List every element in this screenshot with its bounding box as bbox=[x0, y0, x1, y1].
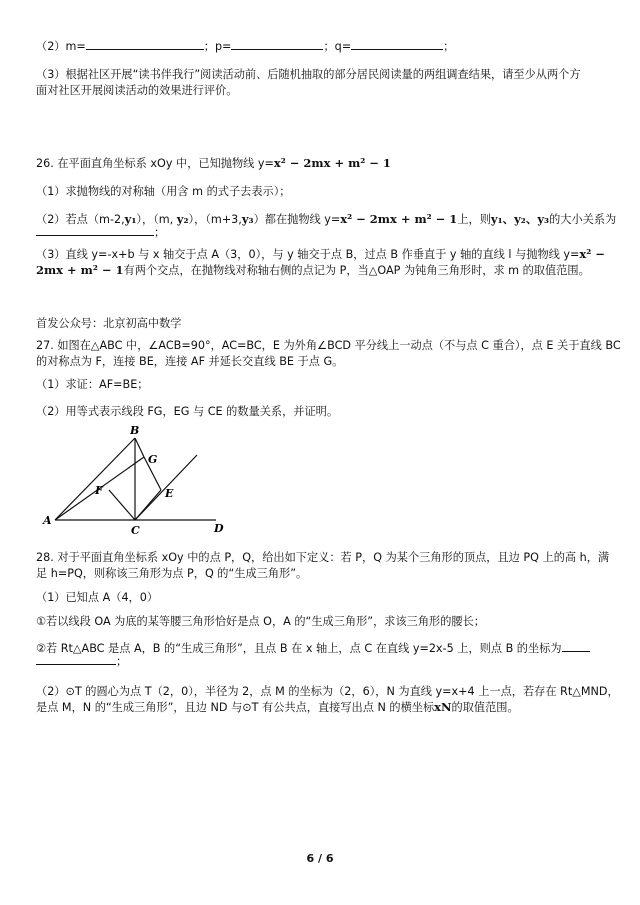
q26-part2-line2 bbox=[36, 224, 165, 240]
q28-stem-line1: 28. 对于平面直角坐标系 xOy 中的点 P，Q，给出如下定义：若 P，Q 为某个三角形的顶点，且边 PQ 上的高 h，满 bbox=[36, 551, 610, 564]
q25-m-label: （2）m= bbox=[36, 40, 86, 53]
q26-p3-line1-formula: x² − bbox=[579, 247, 605, 261]
q28-stem-line2: 足 h=PQ，则称该三角形为点 P，Q 的“生成三角形”。 bbox=[36, 567, 308, 580]
label-g: G bbox=[148, 453, 158, 466]
q25-part3-line2: 面对社区开展阅读活动的效果进行评价。 bbox=[36, 84, 238, 97]
page-number: 6 / 6 bbox=[306, 852, 334, 865]
q27-stem-line1: 27. 如图在△ABC 中，∠ACB=90°，AC=BC，E 为外角∠BCD 平分线上一动点（不与点 C 重合），点 E 关于直线 BC bbox=[36, 339, 621, 352]
line-ge bbox=[144, 457, 161, 490]
q26-p3-line2-text: 有两个交点，在抛物线对称轴右侧的点记为 P，当△OAP 为钝角三角形时，求 m 的取值范围。 bbox=[123, 264, 590, 277]
line-ce bbox=[135, 490, 161, 520]
bisector-ray bbox=[135, 455, 197, 520]
q26-p2-y1: y₁ bbox=[124, 212, 137, 226]
label-c: C bbox=[131, 524, 140, 537]
q28-part1b-line2 bbox=[36, 653, 127, 669]
q25-part2-end: ； bbox=[443, 40, 455, 53]
q27-part2: （2）用等式表示线段 FG，EG 与 CE 的数量关系，并证明。 bbox=[36, 405, 339, 418]
q25-p-blank bbox=[231, 38, 323, 50]
q26-p2-end: 的大小关系为 bbox=[549, 213, 617, 226]
q26-p2-y3: y₃ bbox=[241, 212, 254, 226]
q28-p2-var: xN bbox=[434, 700, 452, 714]
q26-stem-formula: x² − 2mx + m² − 1 bbox=[273, 156, 391, 170]
q26-p2-blank bbox=[36, 224, 154, 236]
q28-part1a: ①若以线段 OA 为底的某等腰三角形恰好是点 O，A 的“生成三角形”，求该三角形的腰长； bbox=[36, 615, 485, 628]
q26-p3-line2-formula: 2mx + m² − 1 bbox=[36, 263, 124, 277]
q26-stem-text: 26. 在平面直角坐标系 xOy 中，已知抛物线 y= bbox=[36, 157, 274, 170]
q28-p1b-end: ； bbox=[116, 655, 128, 668]
label-f: F bbox=[95, 484, 103, 497]
q26-part1: （1）求抛物线的对称轴（用含 m 的式子去表示）； bbox=[36, 185, 291, 198]
label-d: D bbox=[214, 522, 224, 535]
notice-text: 首发公众号：北京初高中数学 bbox=[36, 317, 182, 330]
q25-m-blank bbox=[86, 38, 204, 50]
line-bg bbox=[135, 438, 144, 457]
q26-p2-mid2: ），（m+3, bbox=[188, 213, 242, 226]
label-e: E bbox=[165, 487, 174, 500]
label-a: A bbox=[43, 514, 52, 527]
q26-p2-formula: x² − 2mx + m² − 1 bbox=[340, 212, 458, 226]
q26-p2-mid1: ），（m, bbox=[136, 213, 177, 226]
q26-part3-line2 bbox=[36, 263, 590, 278]
q28-p2-end: 的取值范围。 bbox=[451, 701, 519, 714]
line-cf bbox=[109, 490, 135, 520]
q26-p3-line1-text: （3）直线 y=-x+b 与 x 轴交于点 A（3，0），与 y 轴交于点 B，过点 B 作垂直于 y 轴的直线 l 与抛物线 y= bbox=[36, 248, 580, 261]
line-ag bbox=[55, 457, 144, 520]
q28-part2-line2 bbox=[36, 700, 519, 715]
q28-p1b-text: ②若 Rt△ABC 是点 A，B 的“生成三角形”，且点 B 在 x 轴上，点 C 在直线 y=2x-5 上，则点 B 的坐标为 bbox=[36, 642, 562, 655]
label-b: B bbox=[130, 424, 140, 437]
q25-q-label: ；q= bbox=[323, 40, 352, 53]
q26-p2-mid3: ）都在抛物线 y= bbox=[253, 213, 341, 226]
q26-p2-y2: y₂ bbox=[176, 212, 189, 226]
q25-p-label: ；p= bbox=[203, 40, 232, 53]
q25-part2 bbox=[36, 38, 454, 54]
q28-part1: （1）已知点 A（4，0） bbox=[36, 591, 159, 604]
q26-p2-mid4: 上，则 bbox=[457, 213, 491, 226]
q26-p2-vars: y₁、y₂、y₃ bbox=[490, 212, 550, 226]
q26-p2-semicolon: ； bbox=[154, 226, 166, 239]
q26-p2-text: （2）若点（m-2, bbox=[36, 213, 125, 226]
q27-stem-line2: 的对称点为 F，连接 BE，连接 AF 并延长交直线 BE 于点 G。 bbox=[36, 355, 344, 368]
q28-part2-line1: （2）⊙T 的圆心为点 T（2，0），半径为 2，点 M 的坐标为（2，6），N 为直线 y=x+4 上一点，若存在 Rt△MND， bbox=[36, 685, 619, 698]
q26-part3-line1 bbox=[36, 247, 605, 262]
q25-part3-line1: （3）根据社区开展“读书伴我行”阅读活动前、后随机抽取的部分居民阅读量的两组调查结果，请至少从两个方 bbox=[36, 68, 581, 81]
line-ab bbox=[55, 438, 135, 520]
q27-part1: （1）求证：AF=BE； bbox=[36, 378, 149, 391]
q28-p1b-blank bbox=[36, 653, 116, 665]
q26-stem bbox=[36, 156, 391, 171]
q25-q-blank bbox=[351, 38, 443, 50]
q28-p2-text: 是点 M，N 的“生成三角形”，且边 ND 与⊙T 有公共点，直接写出点 N 的横坐标 bbox=[36, 701, 435, 714]
q28-p1b-blank-tail bbox=[562, 640, 590, 652]
